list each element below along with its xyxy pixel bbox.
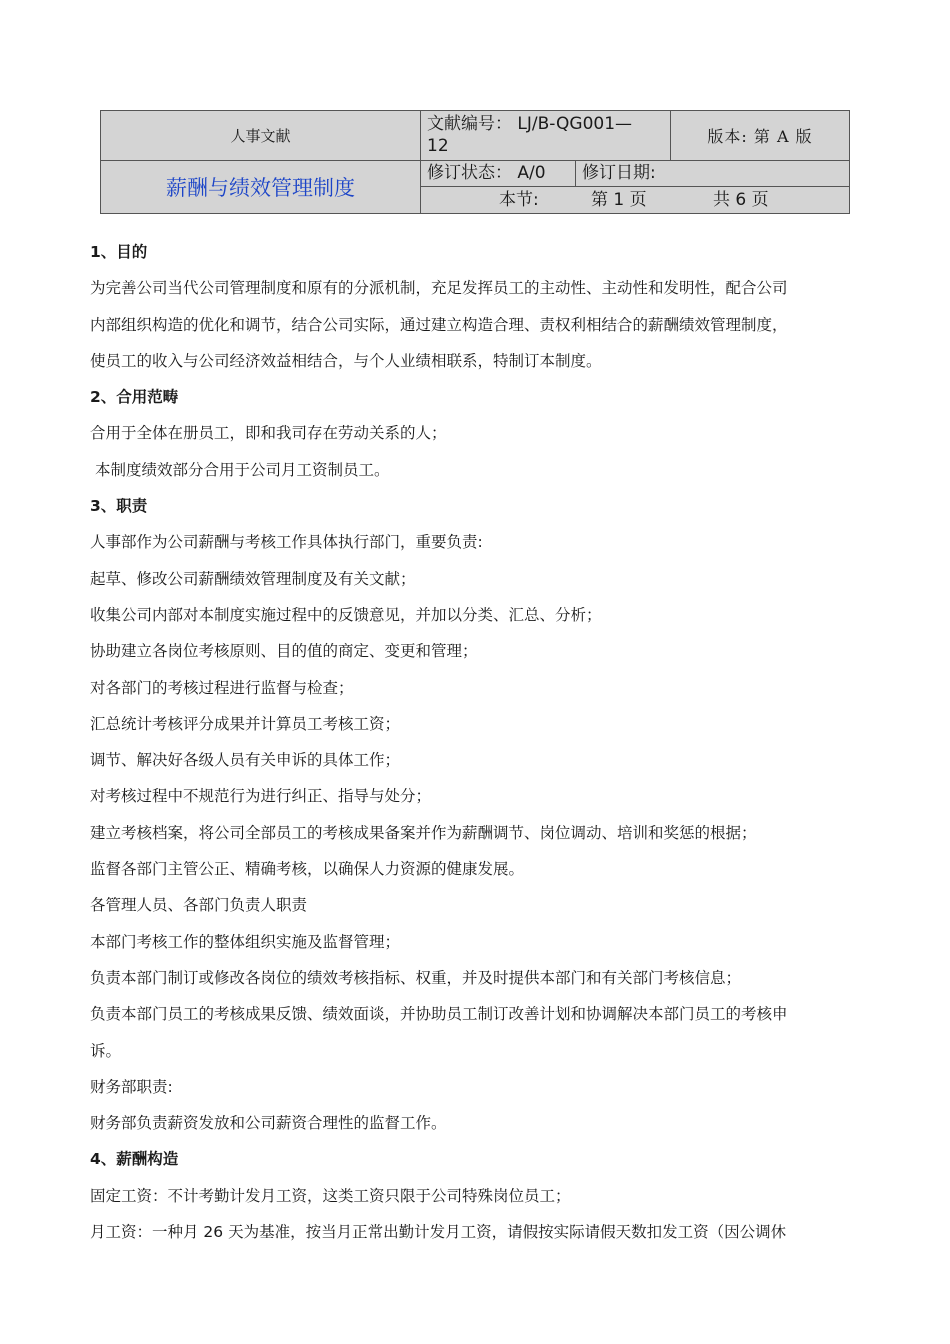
body-line: 财务部负责薪资发放和公司薪资合理性的监督工作。 xyxy=(90,1114,447,1133)
section-heading: 3、职责 xyxy=(90,497,148,516)
body-line: 内部组织构造的优化和调节，结合公司实际，通过建立构造合理、责权利相结合的薪酬绩效管理制度， xyxy=(90,315,788,334)
document-title: 薪酬与绩效管理制度 xyxy=(166,176,355,200)
page-total: 共 6 页 xyxy=(713,190,769,210)
body-line: 固定工资：不计考勤计发月工资，这类工资只限于公司特殊岗位员工； xyxy=(90,1186,571,1205)
version-label: 版本: 第 A 版 xyxy=(707,127,813,146)
section-label: 本节: xyxy=(499,190,539,210)
body-line: 财务部职责: xyxy=(90,1077,173,1096)
page-number: 第 1 页 xyxy=(591,190,647,210)
body-line: 负责本部门制订或修改各岗位的绩效考核指标、权重，并及时提供本部门和有关部门考核信息； xyxy=(90,968,742,987)
body-line: 收集公司内部对本制度实施过程中的反馈意见，并加以分类、汇总、分析； xyxy=(90,605,602,624)
body-line: 建立考核档案，将公司全部员工的考核成果备案并作为薪酬调节、岗位调动、培训和奖惩的根据； xyxy=(90,823,757,842)
document-body xyxy=(90,234,865,1250)
body-line: 各管理人员、各部门负责人职责 xyxy=(90,896,308,915)
body-line: 对考核过程中不规范行为进行纠正、指导与处分； xyxy=(90,787,432,806)
revision-status-cell xyxy=(421,161,576,187)
document-number-line1: 文献编号： LJ/B-QG001— xyxy=(427,114,633,134)
body-line: 监督各部门主管公正、精确考核，以确保人力资源的健康发展。 xyxy=(90,860,525,879)
section-heading: 1、目的 xyxy=(90,243,148,261)
body-line: 人事部作为公司薪酬与考核工作具体执行部门，重要负责: xyxy=(90,533,483,552)
revision-date: 修订日期: xyxy=(582,163,656,183)
body-line: 起草、修改公司薪酬绩效管理制度及有关文献； xyxy=(90,569,416,588)
body-line: 使员工的收入与公司经济效益相结合，与个人业绩相联系，特制订本制度。 xyxy=(90,351,602,370)
body-line: 本制度绩效部分合用于公司月工资制员工。 xyxy=(95,460,390,479)
document-number-line2: 12 xyxy=(427,136,449,156)
section-heading: 2、合用范畴 xyxy=(90,388,179,407)
revision-status: 修订状态： A/0 xyxy=(427,163,546,183)
body-line: 负责本部门员工的考核成果反馈、绩效面谈，并协助员工制订改善计划和协调解决本部门员工的考核申 xyxy=(90,1005,788,1024)
section-heading: 4、薪酬构造 xyxy=(90,1150,179,1169)
body-line: 协助建立各岗位考核原则、目的值的商定、变更和管理； xyxy=(90,642,478,661)
page-info-row xyxy=(421,187,849,213)
document-number-cell xyxy=(421,111,671,161)
body-line: 对各部门的考核过程进行监督与检查； xyxy=(90,678,354,697)
body-line: 调节、解决好各级人员有关申诉的具体工作； xyxy=(90,751,401,770)
department-label: 人事文献 xyxy=(230,127,291,145)
body-line: 为完善公司当代公司管理制度和原有的分派机制，充足发挥员工的主动性、主动性和发明性，配合公司 xyxy=(90,279,788,298)
version-cell xyxy=(671,111,849,161)
document-title-cell xyxy=(101,161,421,213)
document-header-table xyxy=(100,110,850,214)
body-line: 汇总统计考核评分成果并计算员工考核工资； xyxy=(90,714,401,733)
body-line: 本部门考核工作的整体组织实施及监督管理； xyxy=(90,932,401,951)
body-line: 合用于全体在册员工，即和我司存在劳动关系的人； xyxy=(90,424,447,443)
revision-date-cell xyxy=(576,161,849,187)
body-line: 月工资：一种月 26 天为基准，按当月正常出勤计发月工资，请假按实际请假天数扣发工资（因公调休 xyxy=(90,1223,787,1242)
body-line: 诉。 xyxy=(90,1041,122,1060)
department-cell xyxy=(101,111,421,161)
